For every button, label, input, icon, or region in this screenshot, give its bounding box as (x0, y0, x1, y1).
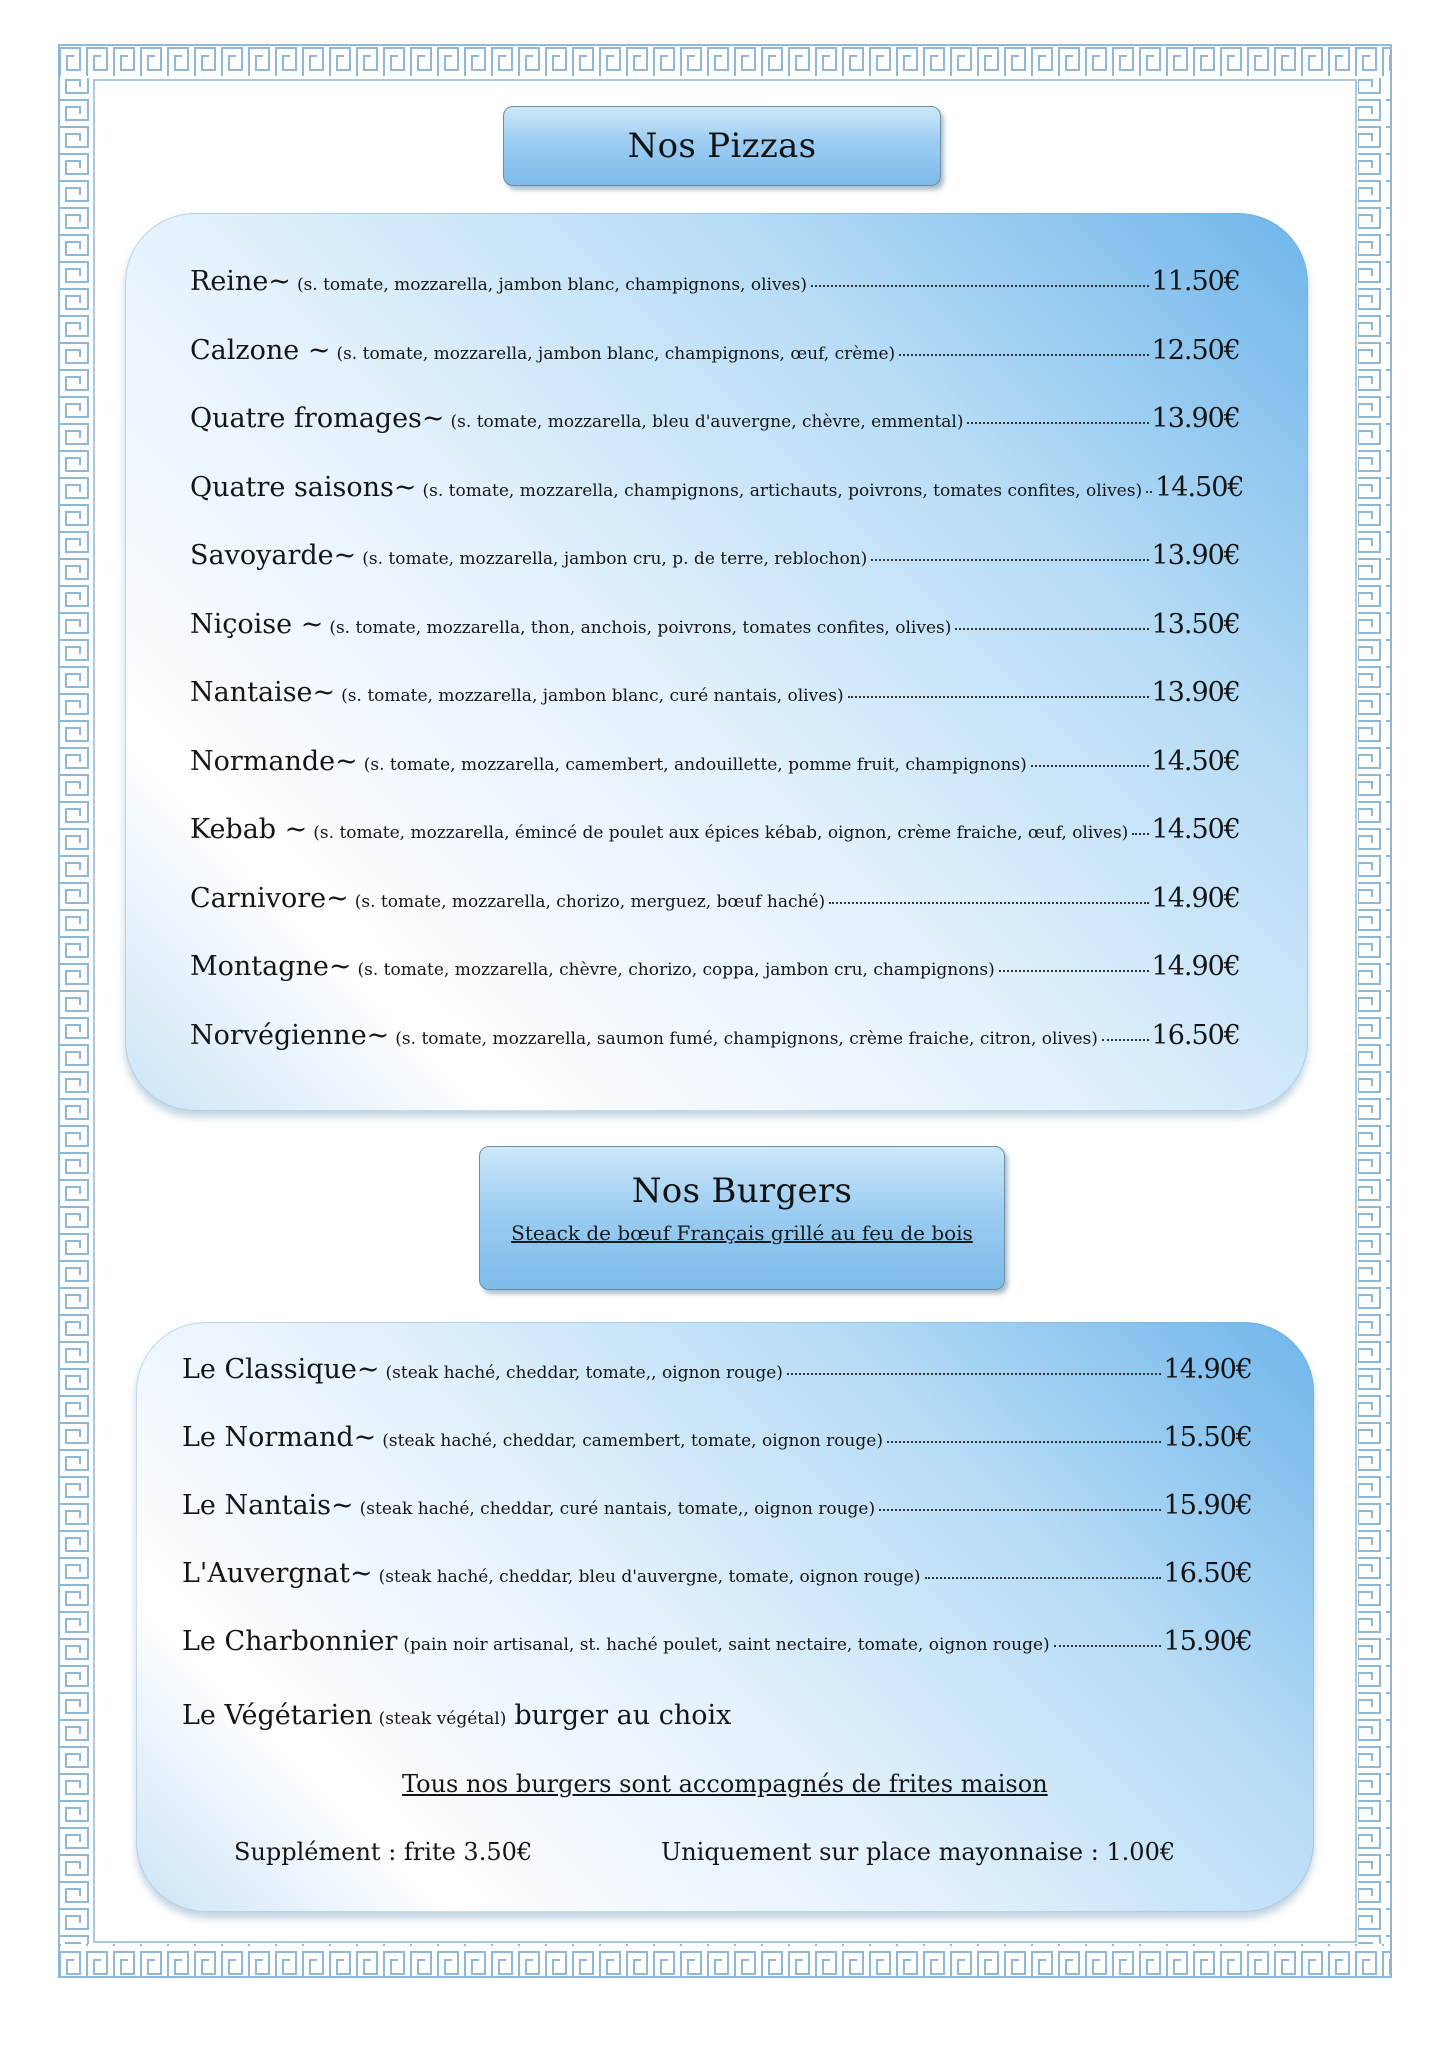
item-price: 13.90€ (1151, 540, 1240, 571)
item-desc: (s. tomate, mozzarella, jambon blanc, champignons, olives) (296, 275, 807, 295)
leader-dots (925, 1577, 1161, 1579)
menu-item (190, 951, 1240, 982)
menu-item-vegetarian (182, 1700, 731, 1731)
item-price: 14.50€ (1151, 745, 1240, 777)
item-name: Savoyarde~ (190, 540, 357, 571)
menu-item (182, 1490, 1252, 1521)
pizzas-title: Nos Pizzas (627, 126, 817, 166)
item-desc: (s. tomate, mozzarella, camembert, andouillette, pomme fruit, champignons) (363, 754, 1027, 775)
leader-dots (1146, 491, 1152, 493)
mayonnaise-note: Uniquement sur place mayonnaise : 1.00€ (661, 1838, 1176, 1866)
item-price: 14.90€ (1151, 882, 1240, 914)
leader-dots (871, 559, 1148, 561)
item-name: Nantaise~ (190, 677, 336, 708)
leader-dots (1132, 833, 1148, 835)
menu-item (182, 1354, 1252, 1385)
menu-item (190, 540, 1240, 571)
item-desc: (s. tomate, mozzarella, thon, anchois, poivrons, tomates confites, olives) (329, 617, 952, 638)
item-name: Le Normand~ (182, 1422, 377, 1453)
item-name: Le Nantais~ (182, 1490, 354, 1521)
leader-dots (967, 422, 1148, 424)
item-desc: (s. tomate, mozzarella, chèvre, chorizo, coppa, jambon cru, champignons) (357, 960, 995, 980)
menu-item (190, 335, 1240, 366)
item-name: Kebab ~ (190, 814, 308, 845)
item-price: 15.50€ (1163, 1422, 1252, 1453)
item-suffix: burger au choix (514, 1700, 732, 1731)
item-name: Reine~ (190, 266, 291, 297)
item-name: Montagne~ (190, 951, 352, 982)
item-price: 14.90€ (1163, 1354, 1252, 1385)
leader-dots (848, 696, 1149, 698)
item-price: 15.90€ (1163, 1626, 1252, 1657)
item-desc: (steak haché, cheddar, camembert, tomate, oignon rouge) (382, 1431, 883, 1451)
menu-item (190, 609, 1240, 640)
leader-dots (1031, 765, 1149, 767)
item-name: Calzone ~ (190, 334, 331, 366)
item-price: 14.50€ (1155, 471, 1244, 503)
leader-dots (999, 970, 1149, 972)
fries-note: Tous nos burgers sont accompagnés de frites maison (402, 1770, 1048, 1798)
item-price: 11.50€ (1151, 266, 1240, 297)
item-price: 14.50€ (1151, 814, 1240, 845)
item-price: 12.50€ (1151, 334, 1240, 366)
item-name: Niçoise ~ (190, 608, 324, 640)
leader-dots (1054, 1645, 1161, 1647)
menu-item (190, 266, 1240, 297)
menu-item (182, 1422, 1252, 1453)
burgers-title-tab (479, 1146, 1005, 1290)
item-price: 13.90€ (1151, 403, 1240, 434)
burgers-title: Nos Burgers (631, 1171, 853, 1211)
menu-item (182, 1558, 1252, 1589)
menu-item (190, 677, 1240, 708)
item-name: Quatre saisons~ (190, 471, 417, 503)
item-name: Le Charbonnier (182, 1626, 398, 1657)
leader-dots (899, 354, 1148, 356)
item-name: L'Auvergnat~ (182, 1558, 373, 1589)
item-desc: (s. tomate, mozzarella, bleu d'auvergne, chèvre, emmental) (450, 412, 964, 432)
item-desc: (steak végétal) (378, 1709, 507, 1729)
item-desc: (s. tomate, mozzarella, jambon blanc, champignons, œuf, crème) (336, 343, 896, 364)
item-price: 13.90€ (1151, 677, 1240, 708)
item-name: Carnivore~ (190, 882, 349, 914)
menu-item (190, 814, 1240, 845)
item-name: Norvégienne~ (190, 1019, 390, 1051)
leader-dots (829, 902, 1148, 904)
item-name: Le Classique~ (182, 1354, 380, 1385)
item-desc: (s. tomate, mozzarella, émincé de poulet aux épices kébab, oignon, crème fraiche, œuf, olives) (313, 823, 1129, 843)
item-desc: (s. tomate, mozzarella, champignons, artichauts, poivrons, tomates confites, olives) (422, 480, 1143, 501)
item-desc: (s. tomate, mozzarella, jambon cru, p. de terre, reblochon) (362, 549, 868, 569)
item-desc: (steak haché, cheddar, bleu d'auvergne, tomate, oignon rouge) (378, 1567, 921, 1587)
leader-dots (955, 628, 1148, 630)
leader-dots (887, 1441, 1161, 1443)
item-desc: (s. tomate, mozzarella, saumon fumé, champignons, crème fraiche, citron, olives) (395, 1028, 1098, 1049)
item-price: 13.50€ (1151, 608, 1240, 640)
menu-item (190, 746, 1240, 777)
item-name: Normande~ (190, 745, 358, 777)
menu-item (190, 471, 1244, 503)
menu-item (190, 403, 1240, 434)
item-price: 15.90€ (1163, 1490, 1252, 1521)
menu-item (182, 1626, 1252, 1657)
leader-dots (1102, 1039, 1149, 1041)
burgers-panel (136, 1322, 1314, 1912)
item-price: 16.50€ (1163, 1558, 1252, 1589)
item-price: 16.50€ (1151, 1019, 1240, 1051)
pizzas-title-tab (503, 106, 941, 186)
item-name: Quatre fromages~ (190, 403, 445, 434)
menu-item (190, 883, 1240, 914)
item-name: Le Végétarien (182, 1700, 373, 1731)
menu-item (190, 1020, 1240, 1051)
item-desc: (s. tomate, mozzarella, chorizo, merguez, bœuf haché) (354, 891, 826, 912)
item-desc: (steak haché, cheddar, curé nantais, tomate,, oignon rouge) (359, 1499, 876, 1519)
item-desc: (s. tomate, mozzarella, jambon blanc, curé nantais, olives) (341, 686, 844, 706)
supplement-note: Supplément : frite 3.50€ (234, 1838, 533, 1866)
leader-dots (879, 1509, 1160, 1511)
item-price: 14.90€ (1151, 951, 1240, 982)
leader-dots (787, 1373, 1161, 1375)
item-desc: (pain noir artisanal, st. haché poulet, saint nectaire, tomate, oignon rouge) (403, 1635, 1050, 1655)
leader-dots (811, 285, 1149, 287)
burgers-subtitle: Steack de bœuf Français grillé au feu de bois (511, 1221, 973, 1245)
item-desc: (steak haché, cheddar, tomate,, oignon rouge) (385, 1363, 783, 1383)
